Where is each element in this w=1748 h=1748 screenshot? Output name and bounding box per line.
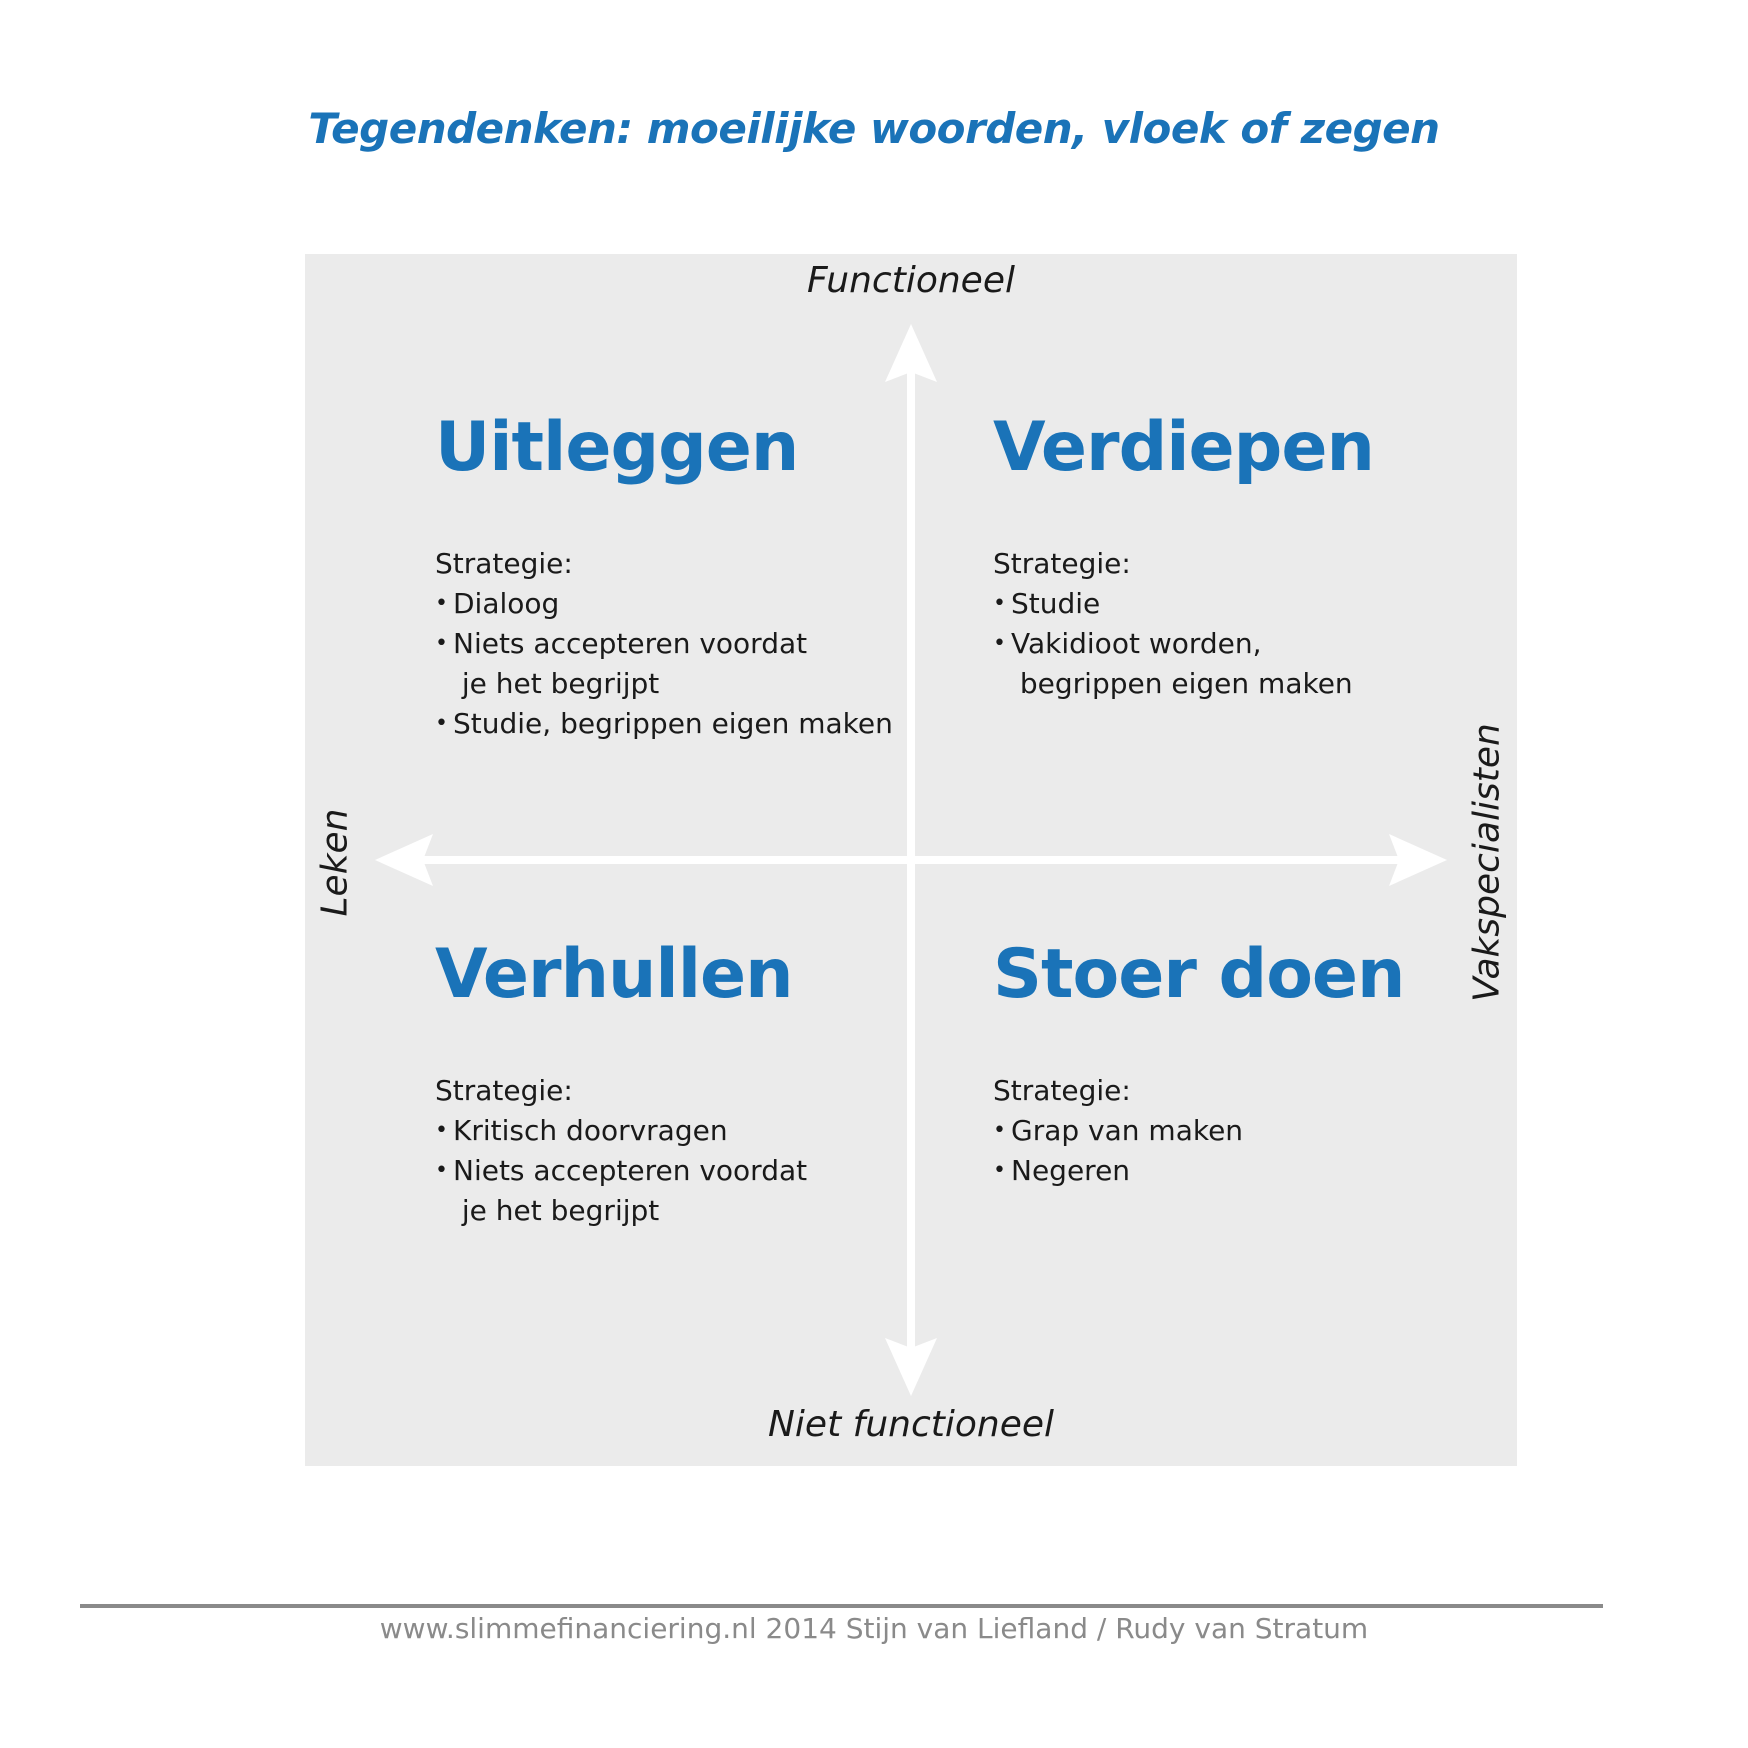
quadrant-panel: [305, 254, 1517, 1466]
quadrant-lower-left: [435, 935, 915, 1231]
list-item: • Niets accepteren voordat je het begrijpt: [435, 1151, 915, 1231]
strategy-label: Strategie:: [993, 547, 1131, 580]
quadrant-upper-right: [993, 408, 1473, 704]
strategy-label: Strategie:: [435, 547, 573, 580]
footer-credit: www.slimmefinanciering.nl 2014 Stijn van Liefland / Rudy van Stratum: [379, 1612, 1369, 1645]
axis-label-top: Functioneel: [807, 260, 1015, 301]
strategy-list: [993, 1111, 1473, 1191]
axis-label-right: Vakspecialisten: [1466, 723, 1508, 1002]
axis-label-left: Leken: [314, 808, 356, 917]
list-item: • Vakidioot worden, begrippen eigen maken: [993, 624, 1473, 704]
strategy-list: [435, 1111, 915, 1231]
strategy-list: [435, 584, 915, 744]
quadrant-title: Uitleggen: [435, 408, 799, 487]
list-item: • Dialoog: [435, 584, 915, 624]
strategy-label: Strategie:: [435, 1074, 573, 1107]
strategy-block: [435, 544, 915, 744]
list-item: • Grap van maken: [993, 1111, 1473, 1151]
strategy-label: Strategie:: [993, 1074, 1131, 1107]
quadrant-title: Verhullen: [435, 935, 793, 1014]
quadrant-title: Verdiepen: [993, 408, 1374, 487]
list-item: • Studie, begrippen eigen maken: [435, 704, 915, 744]
strategy-block: [993, 544, 1473, 704]
list-item: • Negeren: [993, 1151, 1473, 1191]
quadrant-title: Stoer doen: [993, 935, 1405, 1014]
quadrant-lower-right: [993, 935, 1473, 1191]
page-title: Tegendenken: moeilijke woorden, vloek of zegen: [308, 104, 1440, 153]
list-item: • Studie: [993, 584, 1473, 624]
footer-divider: [80, 1604, 1603, 1608]
list-item: • Kritisch doorvragen: [435, 1111, 915, 1151]
list-item: • Niets accepteren voordat je het begrijpt: [435, 624, 915, 704]
axis-label-bottom: Niet functioneel: [768, 1404, 1054, 1445]
strategy-list: [993, 584, 1473, 704]
strategy-block: [435, 1071, 915, 1231]
strategy-block: [993, 1071, 1473, 1191]
quadrant-upper-left: [435, 408, 915, 744]
